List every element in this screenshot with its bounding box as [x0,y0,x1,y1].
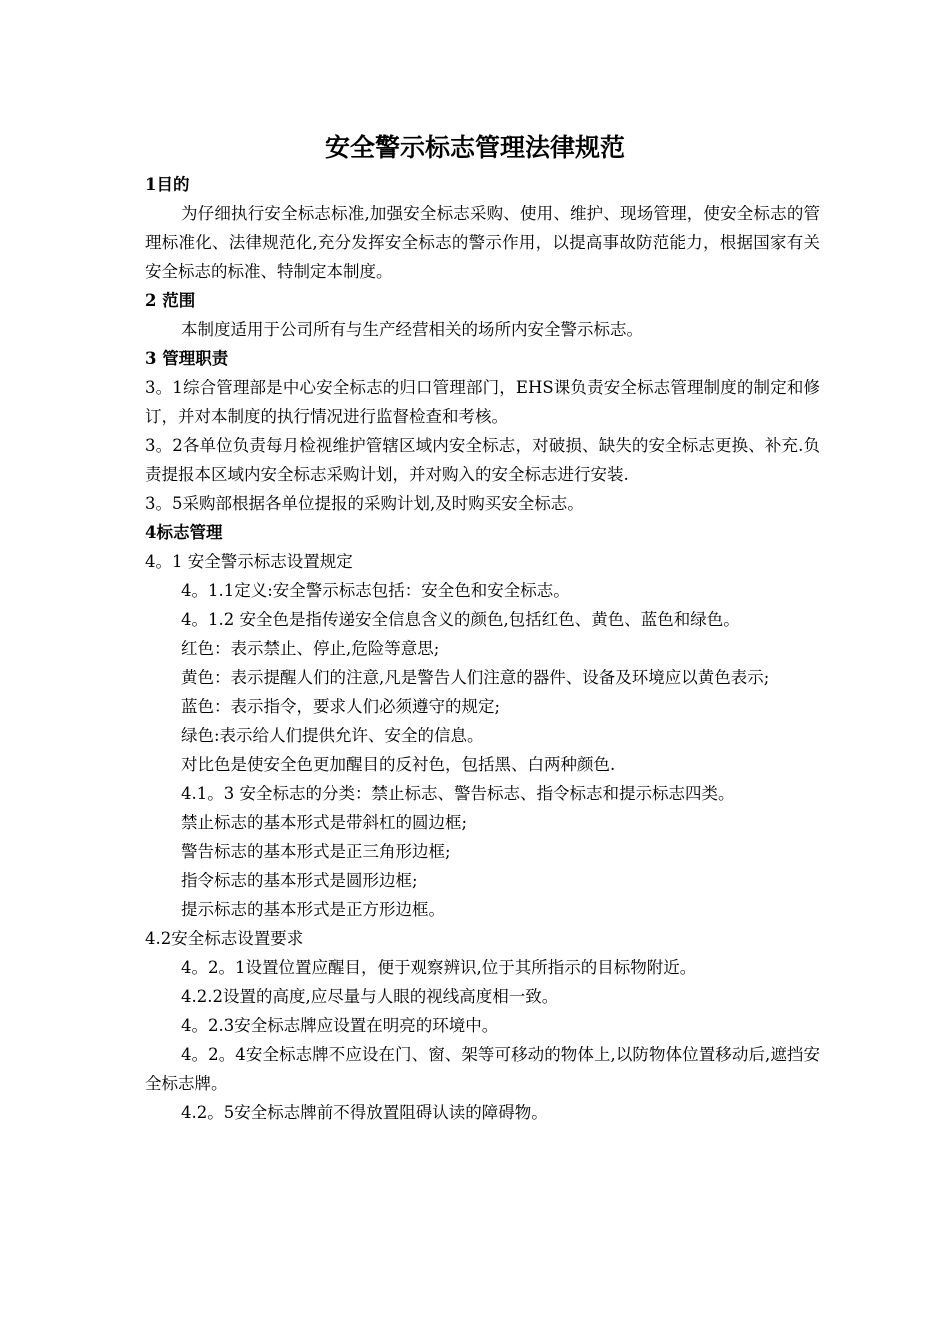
paragraph: 红色：表示禁止、停止,危险等意思; [181,639,440,658]
paragraph: 对比色是使安全色更加醒目的反衬色，包括黑、白两种颜色. [181,755,616,774]
paragraph: 3。2各单位负责每月检视维护管辖区域内安全标志，对破损、缺失的安全标志更换、补充.负责提报本区域内安全标志采购计划，并对购入的安全标志进行安装. [145,436,820,484]
paragraph: 4。2。4安全标志牌不应设在门、窗、架等可移动的物体上,以防物体位置移动后,遮挡安全标志牌。 [145,1045,820,1093]
paragraph: 4.1。3 安全标志的分类：禁止标志、警告标志、指令标志和提示标志四类。 [181,784,735,803]
paragraph: 提示标志的基本形式是正方形边框。 [181,900,445,919]
paragraph: 4。2.3安全标志牌应设置在明亮的环境中。 [181,1016,499,1035]
paragraph: 警告标志的基本形式是正三角形边框; [181,842,451,861]
paragraph: 蓝色：表示指令，要求人们必须遵守的规定; [181,697,501,716]
document-title: 安全警示标志管理法律规范 [324,133,625,162]
document-body [145,170,820,1127]
paragraph: 4.2。5安全标志牌前不得放置阻碍认读的障碍物。 [181,1103,548,1122]
paragraph: 4。1.2 安全色是指传递安全信息含义的颜色,包括红色、黄色、蓝色和绿色。 [181,610,740,629]
section-heading: 2 范围 [145,291,196,310]
paragraph: 禁止标志的基本形式是带斜杠的圆边框; [181,813,468,832]
section-heading: 4标志管理 [145,523,223,542]
paragraph: 3。5采购部根据各单位提报的采购计划,及时购买安全标志。 [145,494,584,513]
paragraph: 4.2.2设置的高度,应尽量与人眼的视线高度相一致。 [181,987,559,1006]
section-heading: 1目的 [145,175,190,194]
paragraph: 3。1综合管理部是中心安全标志的归口管理部门，EHS课负责安全标志管理制度的制定和修订，并对本制度的执行情况进行监督检查和考核。 [145,378,820,426]
paragraph: 4.2安全标志设置要求 [145,929,304,948]
paragraph: 4。1 安全警示标志设置规定 [145,552,353,571]
paragraph: 本制度适用于公司所有与生产经营相关的场所内安全警示标志。 [181,320,643,339]
paragraph: 4。1.1定义:安全警示标志包括：安全色和安全标志。 [181,581,570,600]
paragraph: 4。2。1设置位置应醒目，便于观察辨识,位于其所指示的目标物附近。 [181,958,697,977]
paragraph: 黄色：表示提醒人们的注意,凡是警告人们注意的器件、设备及环境应以黄色表示; [181,668,770,687]
paragraph: 为仔细执行安全标志标准,加强安全标志采购、使用、维护、现场管理，使安全标志的管理标准化、法律规范化,充分发挥安全标志的警示作用，以提高事故防范能力，根据国家有关安全标志的标准、特制定本制度。 [145,204,820,281]
section-heading: 3 管理职责 [145,349,229,368]
paragraph: 指令标志的基本形式是圆形边框; [181,871,418,890]
paragraph: 绿色:表示给人们提供允许、安全的信息。 [181,726,484,745]
